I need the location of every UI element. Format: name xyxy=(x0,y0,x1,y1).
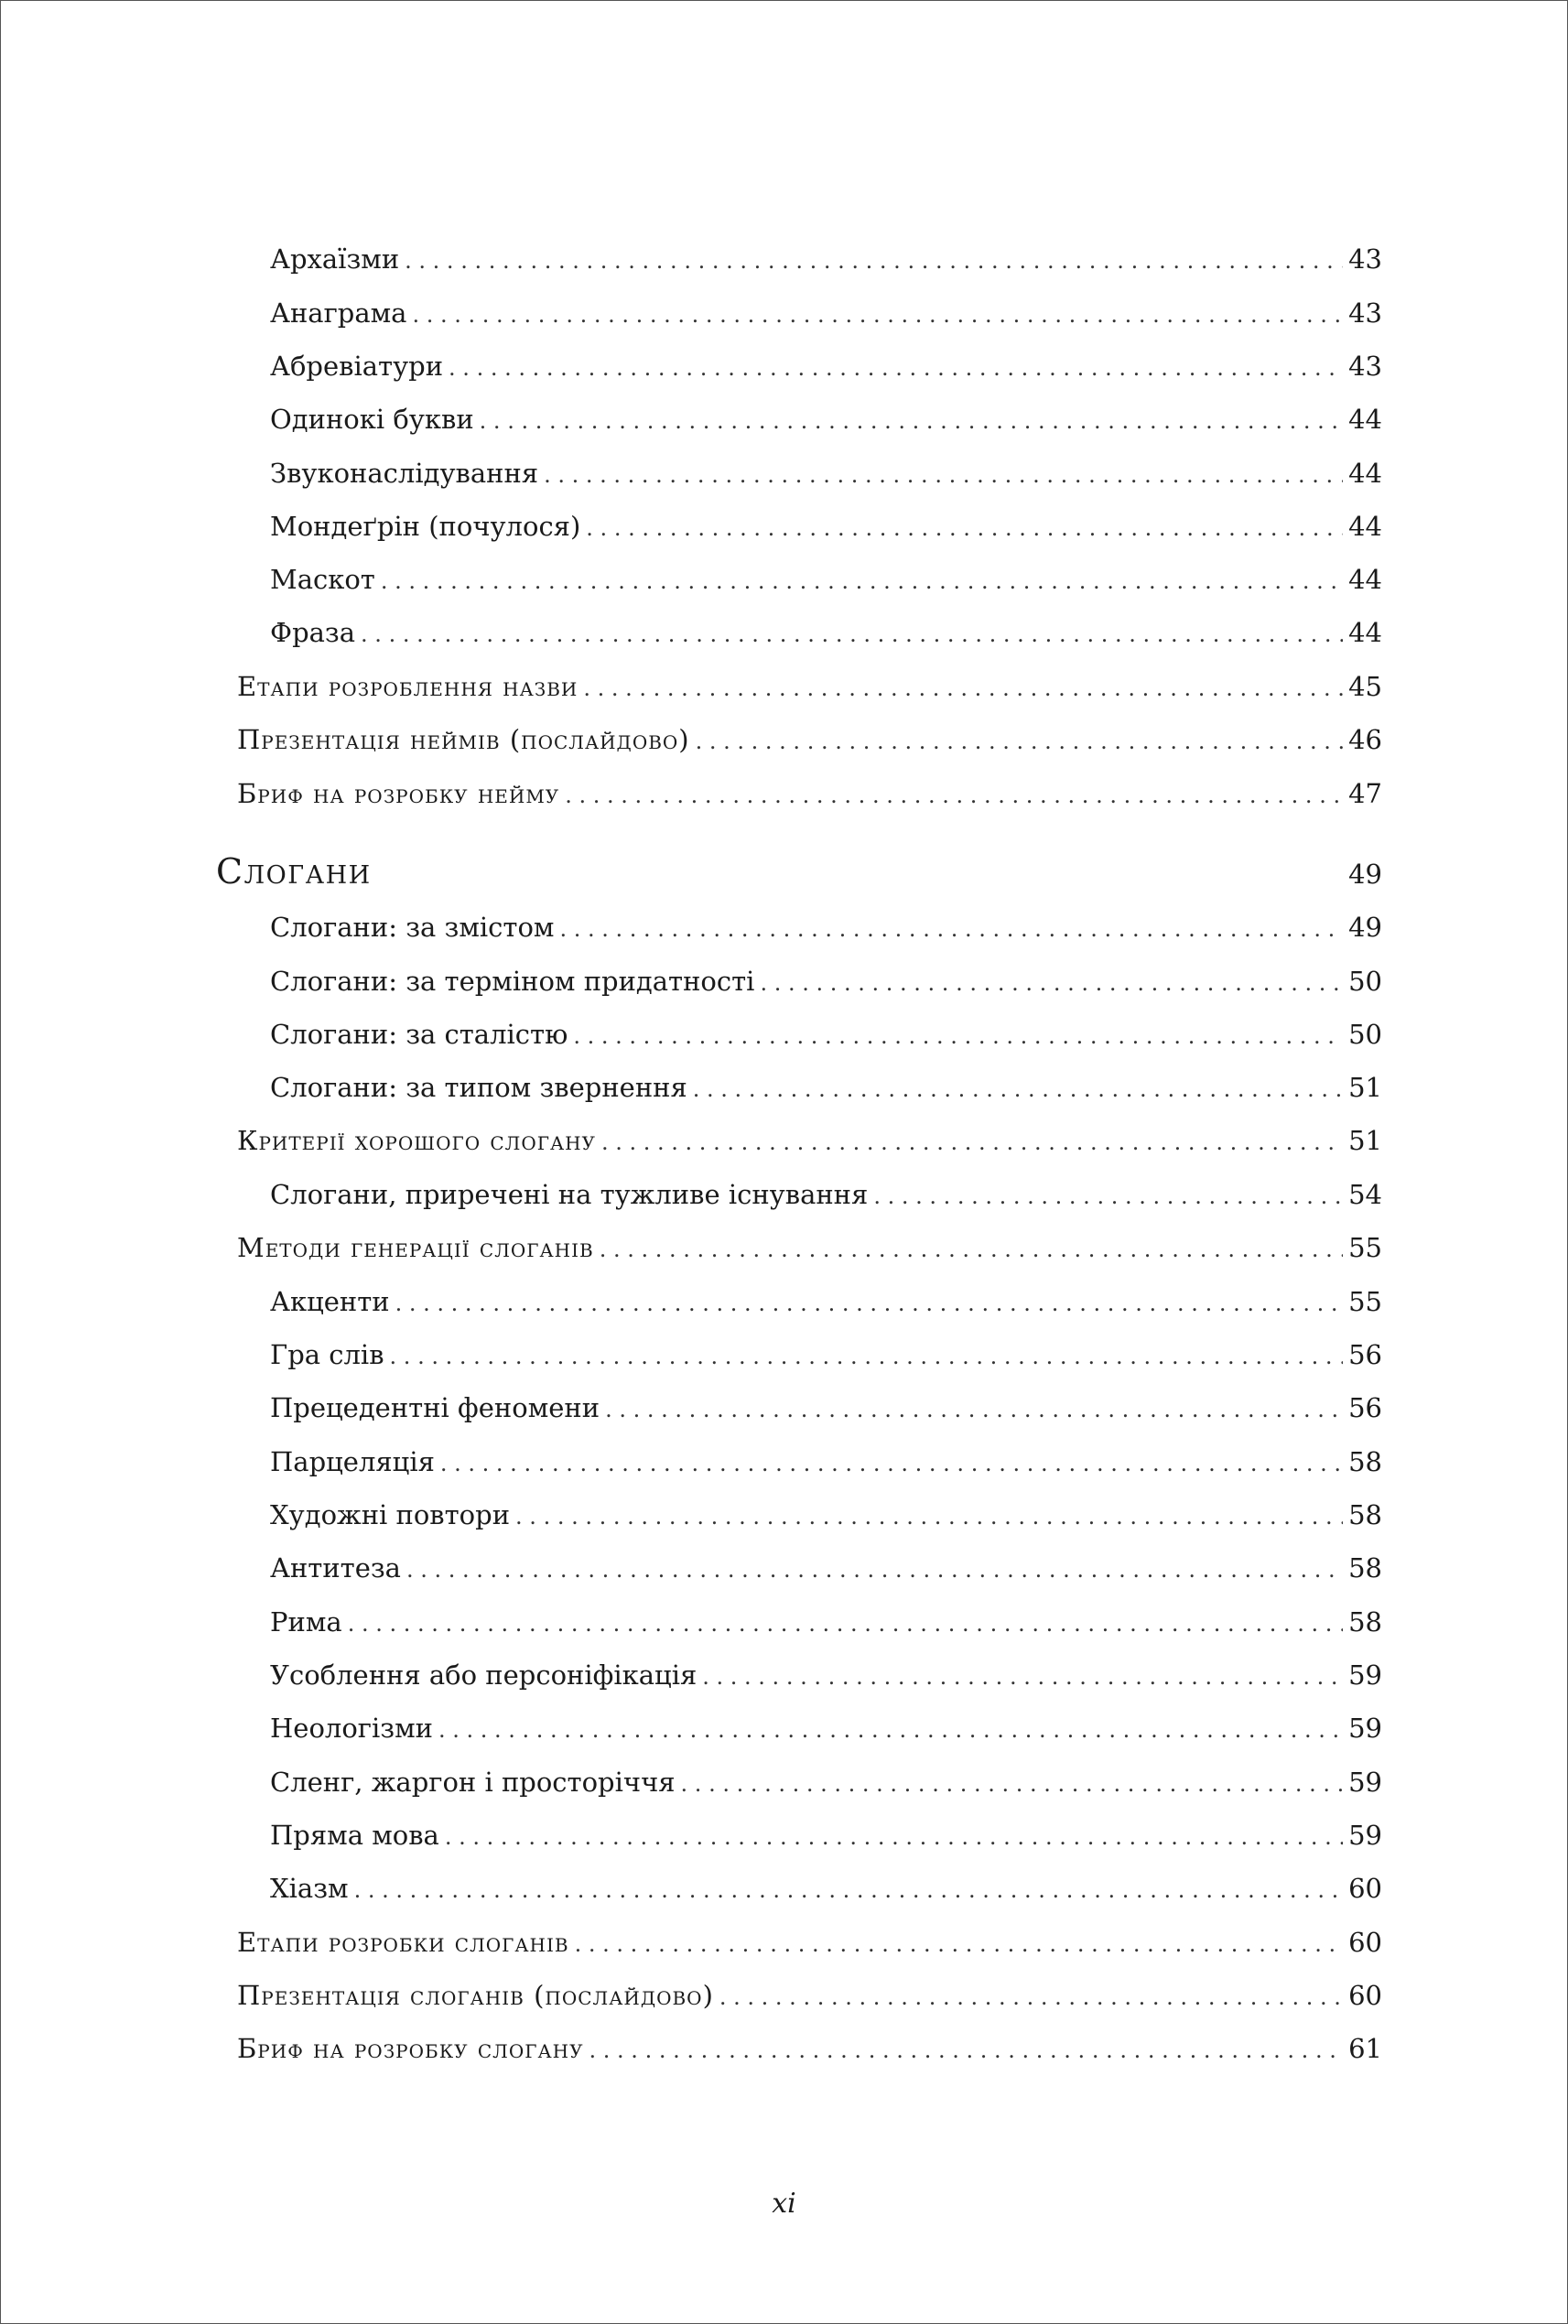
dot-leader xyxy=(515,1498,1343,1535)
toc-entry-page-number: 58 xyxy=(1348,1446,1382,1477)
toc-entry[interactable] xyxy=(270,1497,1382,1533)
toc-entry-page-number: 59 xyxy=(1348,1659,1382,1691)
toc-entry-page-number: 49 xyxy=(1348,859,1382,890)
toc-entry-page-number: 56 xyxy=(1348,1339,1382,1370)
toc-entry[interactable] xyxy=(270,455,1382,492)
toc-entry-label: Сленг, жаргон і просторіччя xyxy=(270,1767,676,1798)
dot-leader xyxy=(575,1926,1344,1962)
toc-entry[interactable] xyxy=(270,963,1382,1000)
toc-entry-label: Етапи розробки слоганів xyxy=(237,1927,569,1958)
toc-entry[interactable] xyxy=(237,775,1382,812)
toc-entry[interactable] xyxy=(237,2030,1382,2067)
toc-entry-label: Етапи розроблення назви xyxy=(237,671,579,702)
toc-entry-page-number: 50 xyxy=(1348,1019,1382,1050)
toc-entry-label: Абревіатури xyxy=(270,351,444,382)
toc-entry-page-number: 47 xyxy=(1348,778,1382,809)
dot-leader xyxy=(600,1231,1343,1268)
dot-leader xyxy=(601,1124,1343,1161)
toc-entry-page-number: 44 xyxy=(1348,458,1382,489)
toc-entry[interactable] xyxy=(237,1229,1382,1266)
toc-entry-page-number: 43 xyxy=(1348,297,1382,329)
toc-entry[interactable] xyxy=(270,1604,1382,1640)
dot-leader xyxy=(760,965,1343,1001)
toc-entry[interactable] xyxy=(270,348,1382,384)
toc-entry-page-number: 60 xyxy=(1348,1927,1382,1958)
toc-entry[interactable] xyxy=(270,508,1382,545)
toc-entry-page-number: 60 xyxy=(1348,1980,1382,2011)
toc-entry[interactable] xyxy=(270,1176,1382,1213)
toc-entry-label: Архаїзми xyxy=(270,243,400,275)
toc-entry[interactable] xyxy=(270,1443,1382,1480)
toc-entry-label: Критерії хорошого слогану xyxy=(237,1125,596,1156)
toc-entry[interactable] xyxy=(270,401,1382,438)
toc-entry-label: Акценти xyxy=(270,1286,390,1317)
toc-entry-label: Хіазм xyxy=(270,1873,349,1904)
toc-entry[interactable] xyxy=(270,295,1382,331)
toc-entry[interactable] xyxy=(237,668,1382,705)
toc-entry-label: Слогани: за сталістю xyxy=(270,1019,568,1050)
toc-entry-page-number: 54 xyxy=(1348,1179,1382,1210)
toc-entry-page-number: 44 xyxy=(1348,404,1382,435)
toc-entry-page-number: 59 xyxy=(1348,1820,1382,1851)
toc-entry-label: Презентація неймів (послайдово) xyxy=(237,724,690,755)
toc-entry-page-number: 46 xyxy=(1348,724,1382,755)
toc-entry-page-number: 58 xyxy=(1348,1499,1382,1530)
toc-entry[interactable] xyxy=(270,1283,1382,1320)
toc-entry-label: Звуконаслідування xyxy=(270,458,539,489)
toc-entry[interactable] xyxy=(270,1389,1382,1426)
toc-entry-label: Рима xyxy=(270,1606,342,1638)
dot-leader xyxy=(583,670,1343,707)
toc-entry-page-number: 51 xyxy=(1348,1125,1382,1156)
dot-leader xyxy=(390,1338,1344,1375)
toc-entry[interactable] xyxy=(270,1657,1382,1693)
toc-entry-label: Антитеза xyxy=(270,1552,401,1584)
toc-entry-page-number: 50 xyxy=(1348,966,1382,997)
dot-leader xyxy=(873,1178,1343,1215)
toc-entry[interactable] xyxy=(270,1550,1382,1586)
dot-leader xyxy=(361,616,1343,653)
toc-entry-page-number: 49 xyxy=(1348,912,1382,943)
toc-entry-page-number: 59 xyxy=(1348,1767,1382,1798)
toc-entry-page-number: 44 xyxy=(1348,511,1382,542)
toc-section-heading[interactable] xyxy=(216,849,1382,894)
dot-leader xyxy=(719,1979,1343,2016)
toc-entry-label: Гра слів xyxy=(270,1339,384,1370)
toc-entry-label: Пряма мова xyxy=(270,1820,439,1851)
toc-entry[interactable] xyxy=(270,909,1382,946)
toc-entry[interactable] xyxy=(270,1710,1382,1746)
toc-entry[interactable] xyxy=(237,721,1382,758)
toc-entry-label: Слогани xyxy=(216,851,372,892)
toc-entry-page-number: 43 xyxy=(1348,243,1382,275)
toc-entry-label: Мондеґрін (почулося) xyxy=(270,511,581,542)
dot-leader xyxy=(395,1285,1343,1322)
toc-entry-label: Бриф на розробку слогану xyxy=(237,2033,584,2064)
toc-entry-page-number: 44 xyxy=(1348,617,1382,648)
toc-entry[interactable] xyxy=(237,1122,1382,1159)
toc-entry[interactable] xyxy=(270,1016,1382,1053)
dot-leader xyxy=(348,1605,1343,1642)
toc-entry[interactable] xyxy=(270,1870,1382,1907)
toc-entry-page-number: 55 xyxy=(1348,1232,1382,1263)
dot-leader xyxy=(559,911,1343,947)
toc-entry-label: Прецедентні феномени xyxy=(270,1392,600,1423)
toc-entry-label: Художні повтори xyxy=(270,1499,511,1530)
dot-leader xyxy=(440,1445,1343,1482)
toc-entry-page-number: 59 xyxy=(1348,1713,1382,1744)
dot-leader xyxy=(445,1819,1343,1855)
toc-entry[interactable] xyxy=(237,1977,1382,2014)
dot-leader xyxy=(405,243,1343,279)
dot-leader xyxy=(605,1391,1343,1428)
toc-entry-label: Слогани: за змістом xyxy=(270,912,555,943)
dot-leader xyxy=(354,1872,1344,1908)
toc-entry-page-number: 43 xyxy=(1348,351,1382,382)
dot-leader xyxy=(693,1071,1343,1108)
dot-leader xyxy=(702,1659,1343,1695)
toc-entry-page-number: 58 xyxy=(1348,1552,1382,1584)
toc-entry[interactable] xyxy=(270,241,1382,277)
toc-entry-page-number: 51 xyxy=(1348,1072,1382,1103)
dot-leader xyxy=(696,723,1343,760)
toc-entry-label: Бриф на розробку нейму xyxy=(237,778,560,809)
toc-entry-label: Маскот xyxy=(270,564,375,595)
page-number-footer: xi xyxy=(772,2188,796,2220)
toc-entry-label: Усоблення або персоніфікація xyxy=(270,1659,697,1691)
toc-entry-label: Неологізми xyxy=(270,1713,433,1744)
dot-leader xyxy=(381,563,1343,600)
dot-leader xyxy=(480,403,1343,439)
dot-leader xyxy=(573,1018,1343,1054)
toc-entry[interactable] xyxy=(270,561,1382,598)
toc-entry-label: Слогани, приречені на тужливе існування xyxy=(270,1179,869,1210)
toc-entry[interactable] xyxy=(270,614,1382,651)
toc-entry-label: Фраза xyxy=(270,617,356,648)
toc-entry[interactable] xyxy=(237,1924,1382,1961)
dot-leader xyxy=(589,2032,1344,2069)
toc-entry-page-number: 56 xyxy=(1348,1392,1382,1423)
toc-entry[interactable] xyxy=(270,1764,1382,1800)
toc-entry-label: Парцеляція xyxy=(270,1446,435,1477)
toc-entry-page-number: 61 xyxy=(1348,2033,1382,2064)
dot-leader xyxy=(544,457,1343,493)
toc-entry-page-number: 58 xyxy=(1348,1606,1382,1638)
dot-leader xyxy=(438,1712,1343,1748)
dot-leader xyxy=(449,350,1343,386)
toc-entry[interactable] xyxy=(270,1817,1382,1854)
toc-entry-label: Презентація слоганів (послайдово) xyxy=(237,1980,714,2011)
dot-leader xyxy=(565,777,1343,814)
toc-entry-label: Слогани: за типом звернення xyxy=(270,1072,687,1103)
toc-entry-label: Одинокі букви xyxy=(270,404,474,435)
toc-entry-label: Анаграма xyxy=(270,297,407,329)
dot-leader xyxy=(681,1766,1344,1802)
toc-entry-page-number: 60 xyxy=(1348,1873,1382,1904)
toc-entry-page-number: 55 xyxy=(1348,1286,1382,1317)
dot-leader xyxy=(412,297,1343,333)
toc-entry[interactable] xyxy=(270,1336,1382,1373)
toc-entry-label: Слогани: за терміном придатності xyxy=(270,966,755,997)
toc-entry-page-number: 45 xyxy=(1348,671,1382,702)
dot-leader xyxy=(586,510,1343,546)
dot-leader xyxy=(406,1551,1343,1588)
toc-entry-label: Методи генерації слоганів xyxy=(237,1232,594,1263)
toc-entry[interactable] xyxy=(270,1069,1382,1106)
toc-entry-page-number: 44 xyxy=(1348,564,1382,595)
